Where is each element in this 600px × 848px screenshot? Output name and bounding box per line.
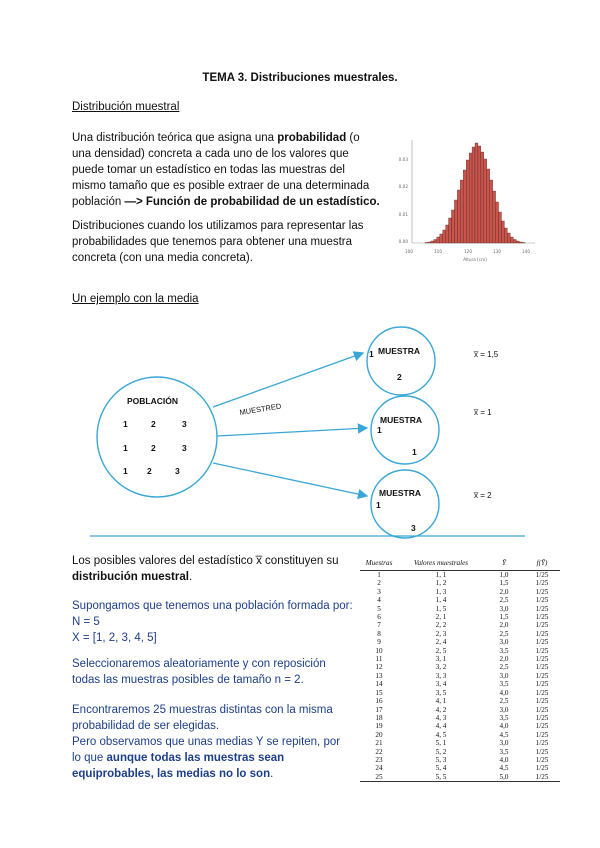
hist-xtick-2: 120 (464, 249, 472, 254)
table-cell: 2, 4 (435, 638, 447, 647)
hist-bar (499, 212, 502, 243)
seleccion-paragraph: Seleccionaremos aleatoriamente y con reposición todas las muestras posibles de tamaño n = 2. (72, 658, 326, 686)
hist-bar (513, 240, 516, 244)
sample-3-value-b: 3 (411, 523, 416, 533)
hist-bar (451, 210, 454, 243)
table-cell: 4,0 (499, 755, 509, 764)
sample-1-value-a: 1 (369, 349, 374, 359)
table-cell: 2 (377, 579, 381, 588)
table-cell: 5,0 (484, 773, 524, 782)
table-row (360, 638, 560, 646)
hist-bar (437, 237, 440, 243)
table-cell: 3, 2 (435, 663, 447, 672)
arrow-to-sample-1 (213, 353, 363, 407)
hist-bar (493, 191, 496, 243)
hist-bar (484, 159, 487, 243)
table-cell: 4,5 (499, 764, 509, 773)
table-cell: 15 (375, 688, 383, 697)
table-cell: 3,0 (499, 638, 509, 647)
hist-bar (428, 242, 431, 243)
table-cell: 1/25 (535, 638, 549, 647)
table-cell: 2, 5 (435, 646, 447, 655)
table-cell: 4, 5 (435, 730, 447, 739)
table-cell: 1/25 (535, 688, 549, 697)
table-cell: 16 (375, 697, 383, 706)
table-cell: 11 (375, 655, 383, 664)
table-cell: 1/25 (535, 646, 549, 655)
hist-bar (481, 152, 484, 243)
table-row (360, 596, 560, 604)
table-row (360, 756, 560, 764)
sample-2-value-a: 1 (377, 425, 382, 435)
table-cell: 1/25 (535, 629, 549, 638)
table-cell: 3,0 (499, 671, 509, 680)
table-cell: 1/25 (535, 680, 549, 689)
sample-2-label: MUESTRA (380, 415, 423, 425)
table-row (360, 748, 560, 756)
table-cell: 4, 3 (435, 713, 447, 722)
table-row (360, 655, 560, 663)
table-cell: 25 (360, 773, 398, 782)
table-cell: 1, 5 (435, 604, 447, 613)
hist-bars (425, 143, 525, 243)
table-cell: 5, 4 (435, 764, 447, 773)
table-cell: 14 (375, 680, 383, 689)
poblacion-line-1: Supongamos que tenemos una población formada por: (72, 600, 353, 612)
table-cell: 3,5 (499, 713, 509, 722)
hist-bar (440, 234, 443, 243)
table-row (360, 630, 560, 638)
hist-bar (475, 143, 478, 243)
table-cell: 1/25 (535, 621, 549, 630)
hist-bar (487, 169, 490, 243)
pop-value-1-1: 2 (151, 443, 156, 453)
table-cell: 3, 4 (435, 680, 447, 689)
table-cell: 1/25 (535, 596, 549, 605)
samples-table (360, 556, 560, 782)
hist-bar (457, 190, 460, 243)
table-cell: 23 (375, 755, 383, 764)
table-cell: 1, 4 (435, 596, 447, 605)
hist-bar (425, 243, 428, 244)
hist-bar (516, 241, 519, 243)
table-row (360, 613, 560, 621)
pop-value-2-0: 1 (123, 466, 128, 476)
table-row (360, 588, 560, 596)
table-cell: 1,0 (499, 571, 509, 579)
table-cell: 1,5 (499, 613, 509, 622)
table-cell: 9 (377, 638, 381, 647)
pop-value-0-1: 2 (151, 419, 156, 429)
table-cell: 1/25 (535, 655, 549, 664)
hist-ytick-3: 0.00 (398, 239, 408, 244)
table-body (360, 571, 560, 782)
table-cell: 1/25 (535, 755, 549, 764)
conclusion-end: . (270, 768, 274, 780)
hist-bar (490, 180, 493, 243)
conclusion-line-2 (72, 734, 350, 782)
table-cell: 4 (377, 596, 381, 605)
hist-xtick-3: 130 (493, 249, 501, 254)
table-cell: 1/25 (535, 613, 549, 622)
table-cell: 5, 5 (398, 773, 484, 782)
table-row (360, 714, 560, 722)
samples-table-wrap (360, 556, 560, 782)
conclusion-bold: aunque todas las muestras sean equiprobables, las medias no lo son (72, 752, 285, 780)
table-cell: 3,5 (499, 680, 509, 689)
table-cell: 2,5 (499, 697, 509, 706)
table-row (360, 706, 560, 714)
table-cell: 5 (377, 604, 381, 613)
table-cell: 3,0 (499, 705, 509, 714)
table-cell: 3,0 (499, 739, 509, 748)
poblacion-line-n: N = 5 (72, 616, 100, 628)
definition-bold-probabilidad: probabilidad (277, 132, 347, 144)
table-cell: 1/25 (535, 747, 549, 756)
arrow-to-sample-3 (213, 463, 367, 496)
hist-bar (522, 243, 525, 244)
hist-ytick-2: 0.01 (398, 212, 408, 217)
th-valores: Valores muestrales (398, 556, 484, 571)
table-cell: 1/25 (535, 705, 549, 714)
table-cell: 3 (377, 587, 381, 596)
table-cell: 2, 1 (435, 613, 447, 622)
table-header-row (360, 556, 560, 571)
hist-x-label: Altura [cm] (463, 257, 487, 262)
hist-xtick-4: 140 (522, 249, 530, 254)
th-muestras: Muestras (360, 556, 398, 571)
table-cell: 2,5 (499, 596, 509, 605)
hist-bar (446, 225, 449, 243)
conclusion-line-1: Encontraremos 25 muestras distintas con la misma probabilidad de ser elegidas. (72, 704, 333, 732)
hist-bar (431, 241, 434, 243)
table-cell: 1/25 (535, 671, 549, 680)
hist-bar (443, 230, 446, 243)
table-row (360, 579, 560, 587)
table-cell: 8 (377, 629, 381, 638)
table-cell: 1, 2 (435, 579, 447, 588)
table-cell: 10 (375, 646, 383, 655)
table-cell: 4,0 (499, 722, 509, 731)
table-cell: 5, 1 (435, 739, 447, 748)
table-cell: 1/25 (535, 663, 549, 672)
table-cell: 1/25 (535, 579, 549, 588)
definition-text-a: Una distribución teórica que asigna una (72, 132, 278, 144)
table-cell: 1/25 (535, 739, 549, 748)
conclusion-text: Pero observamos que unas medias Y se repiten, por lo que (72, 736, 341, 764)
estadistico-text-c: . (188, 571, 193, 583)
table-row (360, 647, 560, 655)
table-cell: 4,5 (499, 730, 509, 739)
table-row (360, 621, 560, 629)
pop-value-1-2: 3 (182, 443, 187, 453)
table-cell: 1/25 (524, 773, 560, 782)
hist-ytick-1: 0.02 (398, 184, 408, 189)
table-row (360, 731, 560, 739)
sample-3-label: MUESTRA (379, 488, 422, 498)
table-cell: 1/25 (535, 571, 549, 579)
pop-value-0-0: 1 (123, 419, 128, 429)
table-cell: 1, 3 (435, 587, 447, 596)
hist-bar (519, 242, 522, 243)
table-cell: 17 (375, 705, 383, 714)
table-row (360, 697, 560, 705)
definition-bold-funcion: —> Función de probabilidad de un estadístico. (124, 196, 380, 208)
sampling-diagram (85, 315, 525, 543)
table-cell: 1/25 (535, 697, 549, 706)
estadistico-bold: distribución muestral (72, 571, 189, 583)
pop-value-0-2: 3 (182, 419, 187, 429)
poblacion-paragraph (72, 598, 357, 646)
table-cell: 3,0 (499, 604, 509, 613)
table-cell: 1/25 (535, 713, 549, 722)
table-cell: 1,5 (499, 579, 509, 588)
table-cell: 12 (375, 663, 383, 672)
table-cell: 20 (375, 730, 383, 739)
hist-bar (463, 170, 466, 243)
conclusion-paragraph (72, 702, 350, 782)
table-cell: 13 (375, 671, 383, 680)
estadistico-text-a: Los posibles valores del estadístico x̅ constituyen su (72, 555, 339, 567)
hist-bar (469, 153, 472, 243)
table-cell: 18 (375, 713, 383, 722)
table-cell: 1, 1 (435, 571, 447, 579)
distribuciones-paragraph: Distribuciones cuando los utilizamos para representar las probabilidades que tenemos para obtener una muestra concreta (con una media concreta). (72, 220, 364, 264)
table-cell: 1/25 (535, 764, 549, 773)
definition-paragraph (72, 130, 380, 210)
table-row (360, 672, 560, 680)
table-cell: 1/25 (535, 587, 549, 596)
hist-bar (466, 160, 469, 243)
hist-bar (454, 200, 457, 243)
population-label: POBLACIÓN (127, 396, 178, 406)
table-cell: 2,0 (499, 655, 509, 664)
table-row (360, 605, 560, 613)
table-cell: 1 (377, 571, 381, 579)
hist-bar (507, 233, 510, 243)
table-cell: 21 (375, 739, 383, 748)
table-cell: 6 (377, 613, 381, 622)
sample-1-mean: x̅ = 1,5 (474, 350, 499, 359)
table-row (360, 689, 560, 697)
hist-bar (460, 180, 463, 243)
definition-text-c: (o una densidad) concreta a cada uno de los valores que puede tomar un estadístico en todas las muestras del mismo tamaño que es posible extraer de una determinada población (72, 132, 370, 208)
hist-bar (478, 146, 481, 243)
table-row (360, 773, 560, 782)
hist-bar (472, 147, 475, 243)
table-cell: 1/25 (535, 604, 549, 613)
table-cell: 1/25 (535, 730, 549, 739)
table-cell: 2,5 (499, 663, 509, 672)
hist-bar (504, 228, 507, 243)
th-frecuencia: f(Ȳ) (524, 556, 560, 571)
table-row (360, 764, 560, 772)
hist-bar (496, 202, 499, 243)
sample-1-value-b: 2 (397, 372, 402, 382)
table-cell: 4, 2 (435, 705, 447, 714)
table-row (360, 571, 560, 580)
table-cell: 3,5 (499, 747, 509, 756)
sample-circle-1 (367, 327, 435, 395)
page-title: TEMA 3. Distribuciones muestrales. (202, 72, 398, 84)
table-cell: 1/25 (535, 722, 549, 731)
table-cell: 3, 3 (435, 671, 447, 680)
hist-xtick-0: 100 (405, 249, 413, 254)
table-cell: 2,0 (499, 621, 509, 630)
population-circle (97, 377, 217, 497)
table-cell: 24 (375, 764, 383, 773)
table-cell: 4,0 (499, 688, 509, 697)
sample-2-value-b: 1 (412, 447, 417, 457)
table-cell: 2,5 (499, 629, 509, 638)
table-row (360, 739, 560, 747)
table-cell: 22 (375, 747, 383, 756)
table-cell: 19 (375, 722, 383, 731)
hist-bar (501, 221, 504, 243)
th-media: Ȳ (484, 556, 524, 571)
table-row (360, 722, 560, 730)
sample-3-value-a: 1 (376, 500, 381, 510)
pop-value-2-2: 3 (175, 466, 180, 476)
table-row (360, 663, 560, 671)
hist-ytick-0: 0.03 (398, 157, 408, 162)
table-cell: 3, 5 (435, 688, 447, 697)
arrow-label: MUESTRED (238, 401, 282, 417)
pop-value-2-1: 2 (147, 466, 152, 476)
sample-circle-3 (371, 470, 439, 538)
table-cell: 3,5 (499, 646, 509, 655)
table-cell: 3, 1 (435, 655, 447, 664)
hist-bar (434, 240, 437, 244)
table-cell: 2, 2 (435, 621, 447, 630)
table-cell: 2, 3 (435, 629, 447, 638)
sample-2-mean: x̅ = 1 (474, 408, 492, 417)
pop-value-1-0: 1 (123, 443, 128, 453)
histogram-figure (390, 132, 545, 267)
section-heading-ejemplo: Un ejemplo con la media (72, 293, 199, 305)
section-heading-distribucion: Distribución muestral (72, 101, 180, 113)
hist-bar (510, 237, 513, 243)
hist-bar (449, 218, 452, 243)
sample-1-label: MUESTRA (378, 346, 421, 356)
arrow-to-sample-2 (217, 428, 367, 436)
table-cell: 2,0 (499, 587, 509, 596)
table-cell: 5, 3 (435, 755, 447, 764)
table-cell: 4, 4 (435, 722, 447, 731)
table-cell: 7 (377, 621, 381, 630)
sample-3-mean: x̅ = 2 (474, 491, 492, 500)
estadistico-paragraph (72, 553, 347, 585)
poblacion-line-x: X = [1, 2, 3, 4, 5] (72, 632, 157, 644)
table-row (360, 680, 560, 688)
table-cell: 5, 2 (435, 747, 447, 756)
table-cell: 4, 1 (435, 697, 447, 706)
hist-xtick-1: 110 (434, 249, 442, 254)
